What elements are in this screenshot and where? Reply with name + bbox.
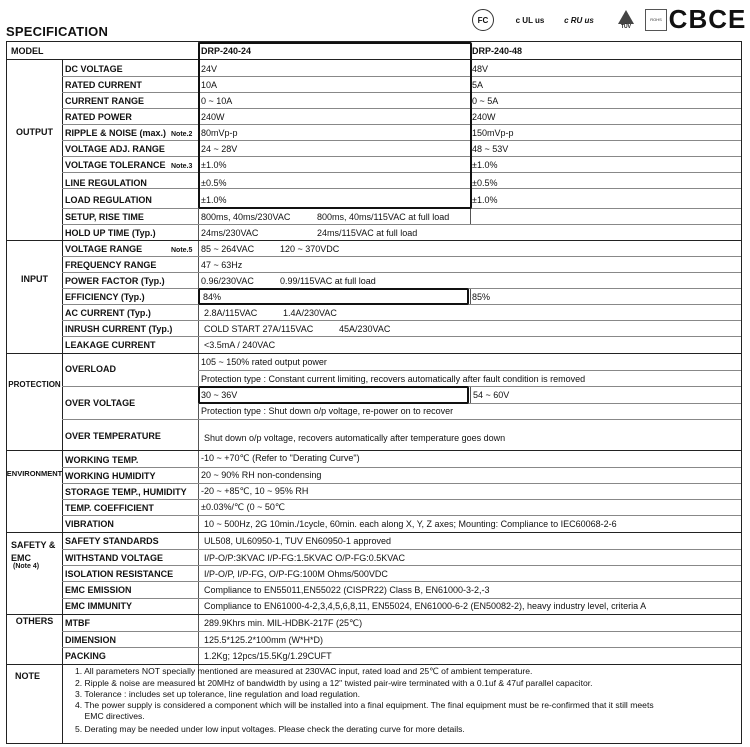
output-row-label: LOAD REGULATION [65, 195, 152, 205]
output-value-24: 240W [201, 112, 225, 122]
group-protection: PROTECTION [8, 379, 61, 389]
efficiency-48: 85% [472, 292, 491, 302]
others-row-label: DIMENSION [65, 635, 117, 645]
group-note: NOTE [15, 671, 41, 681]
note-line: 4. The power supply is considered a component which will be installed into a final equipment. The final equipment must be re-confirmed that it still meets [75, 700, 654, 710]
output-value-48: ±0.5% [472, 178, 498, 188]
note-line: 3. Tolerance : includes set up tolerance, line regulation and load regulation. [75, 689, 361, 699]
others-row-label: MTBF [65, 618, 90, 628]
output-row-note: Note.2 [171, 131, 193, 138]
output-row-label: RATED POWER [65, 112, 132, 122]
over-temperature-label: OVER TEMPERATURE [65, 431, 161, 441]
safety-row-label: ISOLATION RESISTANCE [65, 569, 174, 579]
safety-row-value: I/P-O/P:3KVAC I/P-FG:1.5KVAC O/P-FG:0.5KVAC [204, 553, 406, 563]
model-48: DRP-240-48 [472, 46, 523, 56]
environment-row-label: WORKING TEMP. [65, 455, 139, 465]
power-factor-value-b: 0.99/115VAC at full load [280, 276, 376, 286]
input-voltage-range-note: Note.5 [171, 247, 193, 254]
efficiency-label: EFFICIENCY (Typ.) [65, 292, 145, 302]
others-row-value: 1.2Kg; 12pcs/15.5Kg/1.29CUFT [204, 651, 332, 661]
inrush-current-value-a: COLD START 27A/115VAC [204, 324, 314, 334]
safety-row-label: SAFETY STANDARDS [65, 536, 159, 546]
output-value-48: 150mVp-p [472, 128, 514, 138]
output-row-label: RIPPLE & NOISE (max.) [65, 128, 167, 138]
safety-row-value: Compliance to EN55011,EN55022 (CISPR22) Class B, EN61000-3-2,-3 [204, 585, 490, 595]
ac-current-value-a: 2.8A/115VAC [204, 308, 258, 318]
hold-up-value-a: 24ms/230VAC [201, 228, 259, 238]
output-value-48: 48V [472, 64, 489, 74]
note-line: 5. Derating may be needed under low input voltages. Please check the derating curve for more details. [75, 724, 465, 734]
environment-row-value: 20 ~ 90% RH non-condensing [201, 470, 322, 480]
certification-logos [470, 3, 747, 34]
highlight-box-over-voltage [198, 386, 469, 404]
output-value-24: 24V [201, 64, 218, 74]
power-factor-label: POWER FACTOR (Typ.) [65, 276, 165, 286]
output-value-48: 0 ~ 5A [472, 96, 499, 106]
safety-label-2: EMC [11, 553, 31, 563]
output-value-48: ±1.0% [472, 160, 498, 170]
hold-up-value-b: 24ms/115VAC at full load [317, 228, 418, 238]
others-row-label: PACKING [65, 651, 106, 661]
output-value-24: 10A [201, 80, 218, 90]
output-row-label: RATED CURRENT [65, 80, 142, 90]
hold-up-label: HOLD UP TIME (Typ.) [65, 228, 156, 238]
safety-row-value: Compliance to EN61000-4-2,3,4,5,6,8,11, EN55024, EN61000-6-2 (EN50082-2), heavy industry level, criteria A [204, 601, 647, 611]
ac-current-value-b: 1.4A/230VAC [283, 308, 337, 318]
setup-rise-value-a: 800ms, 40ms/230VAC [201, 212, 291, 222]
output-value-24: 0 ~ 10A [201, 96, 233, 106]
over-voltage-24: 30 ~ 36V [201, 390, 238, 400]
specification-table [6, 41, 742, 744]
output-value-24: ±0.5% [201, 178, 227, 188]
others-row-value: 125.5*125.2*100mm (W*H*D) [204, 635, 324, 645]
environment-row-label: TEMP. COEFFICIENT [65, 503, 154, 513]
efficiency-24: 84% [203, 292, 222, 302]
note-line: 1. All parameters NOT specially mentioned are measured at 230VAC input, rated load and 25℃ of ambient temperature. [75, 666, 533, 676]
setup-rise-label: SETUP, RISE TIME [65, 212, 144, 222]
group-output: OUTPUT [16, 127, 53, 137]
over-temperature-value: Shut down o/p voltage, recovers automatically after temperature goes down [204, 433, 506, 443]
safety-row-value: I/P-O/P, I/P-FG, O/P-FG:100M Ohms/500VDC [204, 569, 388, 579]
output-row-label: VOLTAGE ADJ. RANGE [65, 144, 165, 154]
others-row-value: 289.9Khrs min. MIL-HDBK-217F (25℃) [204, 618, 363, 628]
output-value-24: 24 ~ 28V [201, 144, 238, 154]
output-row-note: Note.3 [171, 163, 193, 170]
safety-label-1: SAFETY & [11, 540, 56, 550]
safety-row-label: EMC IMMUNITY [65, 601, 132, 611]
overload-value: 105 ~ 150% rated output power [201, 357, 327, 367]
over-voltage-label: OVER VOLTAGE [65, 398, 136, 408]
setup-rise-value-b: 800ms, 40ms/115VAC at full load [317, 212, 450, 222]
safety-row-value: UL508, UL60950-1, TUV EN60950-1 approved [204, 536, 391, 546]
output-value-24: ±1.0% [201, 195, 227, 205]
leakage-current-value: <3.5mA / 240VAC [204, 340, 276, 350]
output-value-48: 5A [472, 80, 484, 90]
model-label: MODEL [11, 46, 44, 56]
leakage-current-label: LEAKAGE CURRENT [65, 340, 156, 350]
output-value-24: 80mVp-p [201, 128, 238, 138]
output-value-24: ±1.0% [201, 160, 227, 170]
safety-label-3: (Note 4) [13, 563, 40, 570]
highlight-box-24v-output [198, 42, 472, 209]
highlight-box-efficiency [198, 288, 469, 305]
environment-row-label: STORAGE TEMP., HUMIDITY [65, 487, 187, 497]
overload-protection-type: Protection type : Constant current limiting, recovers automatically after fault condition is removed [201, 374, 586, 384]
safety-row-label: WITHSTAND VOLTAGE [65, 553, 163, 563]
cbce-logo-icon: CBCE [668, 3, 747, 34]
environment-row-value: -20 ~ +85℃, 10 ~ 95% RH [201, 486, 309, 496]
overload-label: OVERLOAD [65, 364, 117, 374]
input-voltage-range-dc: 120 ~ 370VDC [280, 244, 340, 254]
input-voltage-range-label: VOLTAGE RANGE [65, 244, 143, 254]
frequency-range-label: FREQUENCY RANGE [65, 260, 157, 270]
group-environment: ENVIRONMENT [6, 468, 63, 478]
inrush-current-value-b: 45A/230VAC [339, 324, 391, 334]
group-safety-emc [7, 514, 62, 596]
output-row-label: VOLTAGE TOLERANCE [65, 160, 166, 170]
note-line: EMC directives. [75, 711, 145, 721]
over-voltage-protection-type: Protection type : Shut down o/p voltage, re-power on to recover [201, 406, 454, 416]
safety-row-label: EMC EMISSION [65, 585, 132, 595]
fcc-logo-icon: FC [472, 9, 494, 31]
power-factor-value-a: 0.96/230VAC [201, 276, 254, 286]
environment-row-value: ±0.03%/℃ (0 ~ 50℃ [201, 502, 285, 512]
environment-row-value: 10 ~ 500Hz, 2G 10min./1cycle, 60min. each along X, Y, Z axes; Mounting: Compliance to IEC60068-2-6 [204, 519, 617, 529]
environment-row-value: -10 ~ +70℃ (Refer to "Derating Curve") [201, 453, 360, 463]
tuv-logo-icon: TÜV [615, 8, 637, 32]
frequency-range-value: 47 ~ 63Hz [201, 260, 243, 270]
output-value-48: 240W [472, 112, 496, 122]
output-row-label: LINE REGULATION [65, 178, 147, 188]
environment-row-label: VIBRATION [65, 519, 114, 529]
input-voltage-range-ac: 85 ~ 264VAC [201, 244, 255, 254]
model-24: DRP-240-24 [201, 46, 252, 56]
cru-logo-icon: c RU us [564, 15, 594, 25]
cul-logo-icon: c UL us [515, 15, 545, 25]
approval-stamp-icon: ROHS [645, 9, 667, 31]
output-value-48: ±1.0% [472, 195, 498, 205]
over-voltage-48: 54 ~ 60V [473, 390, 510, 400]
output-row-label: DC VOLTAGE [65, 64, 123, 74]
note-line: 2. Ripple & noise are measured at 20MHz of bandwidth by using a 12" twisted pair-wire terminated with a 0.1uf & 47uf parallel capacitor. [75, 678, 593, 688]
ac-current-label: AC CURRENT (Typ.) [65, 308, 151, 318]
output-row-label: CURRENT RANGE [65, 96, 145, 106]
environment-row-label: WORKING HUMIDITY [65, 471, 156, 481]
output-value-48: 48 ~ 53V [472, 144, 509, 154]
inrush-current-label: INRUSH CURRENT (Typ.) [65, 324, 173, 334]
page-title: SPECIFICATION [6, 24, 109, 39]
group-input: INPUT [21, 274, 48, 284]
group-others: OTHERS [15, 616, 54, 626]
